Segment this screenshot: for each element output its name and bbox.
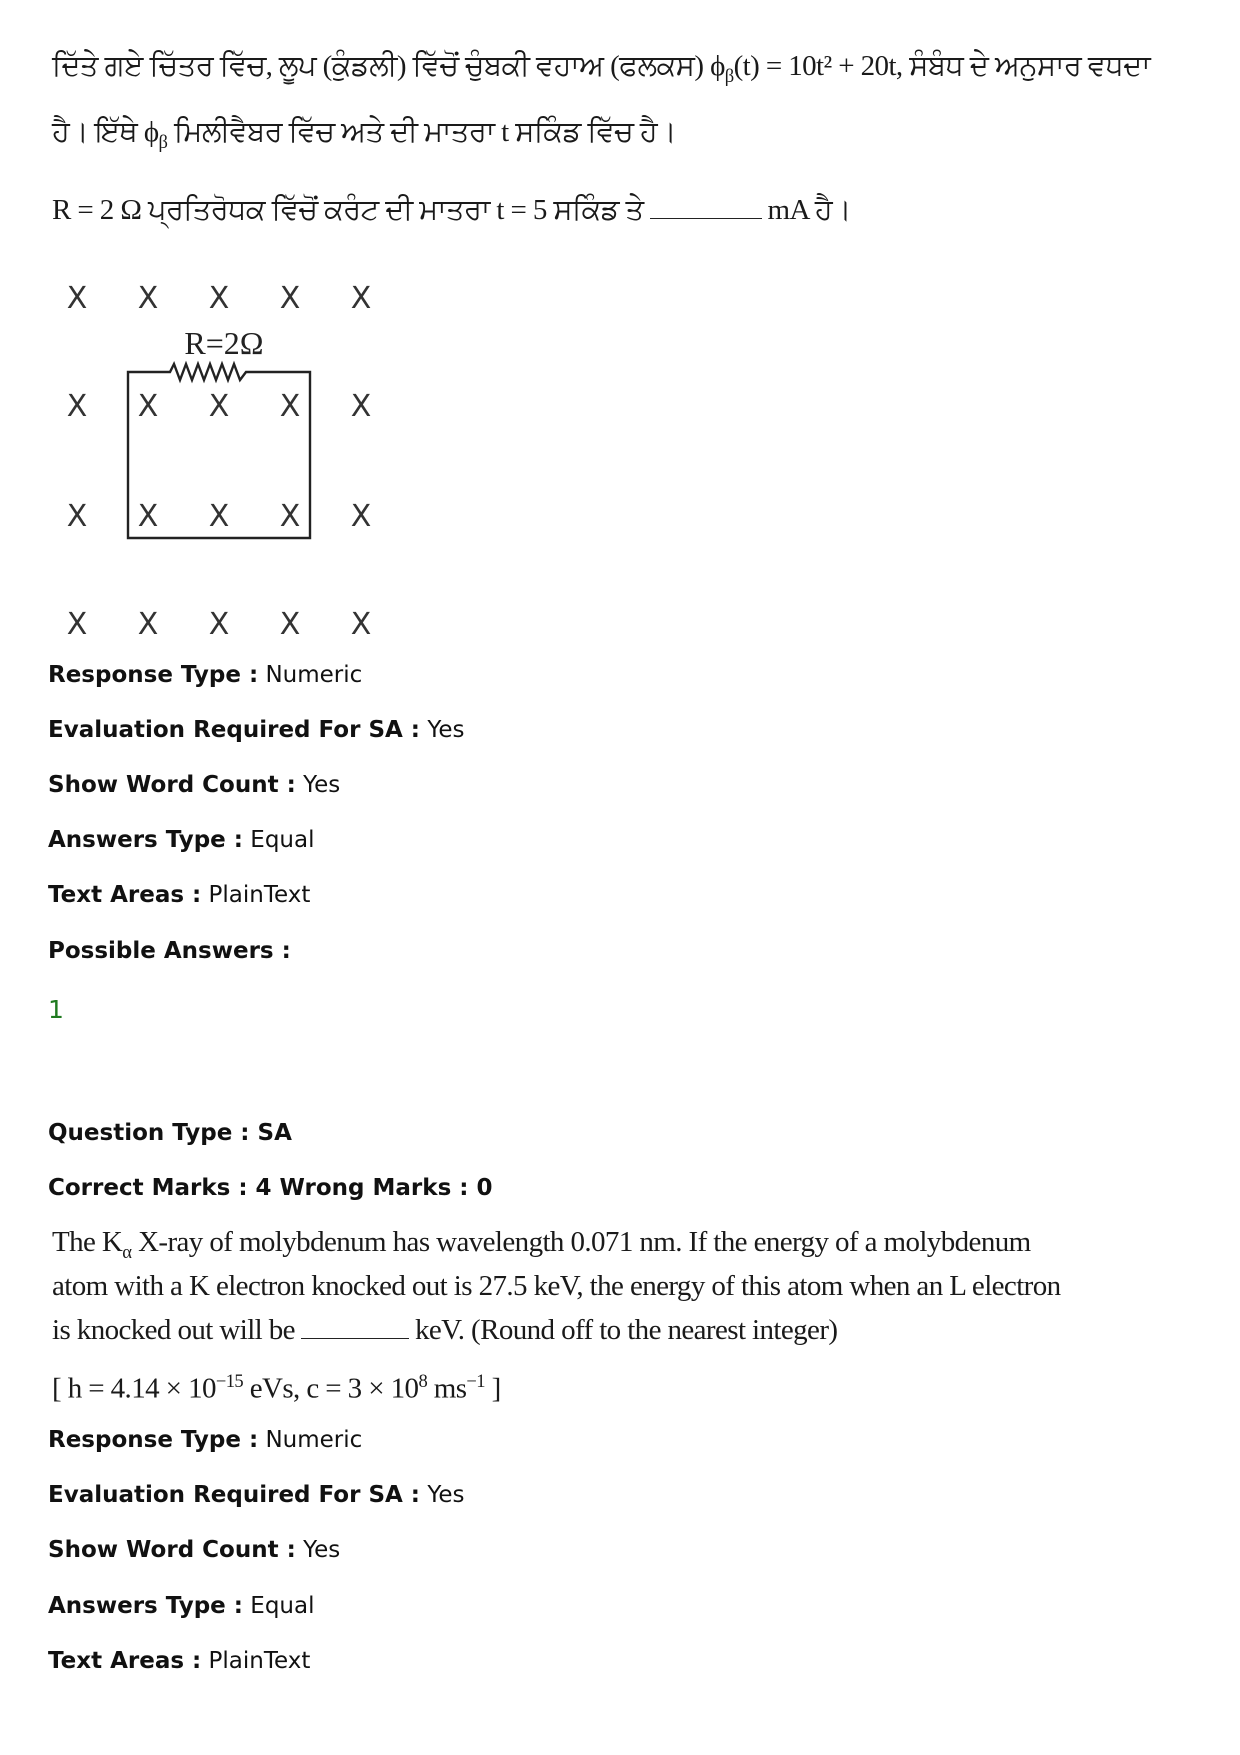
field-label: Answers Type : (48, 827, 243, 853)
k-alpha-subscript: α (122, 1241, 132, 1263)
field-value: Numeric (265, 1427, 363, 1453)
constants-part: ] (484, 1372, 501, 1405)
text-areas-field (48, 1646, 310, 1676)
field-x-mark: X (137, 607, 159, 642)
field-x-mark: X (66, 389, 88, 424)
field-x-mark: X (350, 499, 372, 534)
question1-line2 (52, 112, 676, 163)
question1-line3-start: R = 2 Ω ਪ੍ਰਤਿਰੋਧਕ ਵਿੱਚੋਂ ਕਰੰਟ ਦੀ ਮਾਤਰਾ t = 5 ਸਕਿੰਡ ਤੇ (52, 194, 644, 226)
flux-subscript: β (724, 65, 734, 87)
flux-equation: (t) = 10t² + 20t, (733, 50, 903, 82)
response-type-field (48, 1425, 362, 1455)
text-areas-field (48, 880, 310, 910)
flux-symbol: ϕ (143, 116, 159, 148)
question1-text (0, 0, 1240, 240)
question2-text (0, 1220, 1240, 1420)
question1-line1-tail: ਸੰਬੰਧ ਦੇ ਅਨੁਸਾਰ ਵਧਦਾ (909, 50, 1151, 82)
field-x-mark: X (350, 281, 372, 316)
field-x-mark: X (137, 499, 159, 534)
field-label: Response Type : (48, 662, 259, 688)
question1-line1 (52, 46, 1150, 97)
field-value: Yes (303, 772, 341, 798)
answer-blank (301, 1316, 409, 1339)
answers-type-field (48, 825, 315, 855)
field-x-mark: X (350, 389, 372, 424)
question1-line3 (52, 190, 851, 230)
constants-part: [ h = 4.14 × 10 (52, 1372, 216, 1405)
field-x-mark: X (208, 281, 230, 316)
circuit-diagram (40, 268, 400, 648)
field-label: Evaluation Required For SA : (48, 717, 421, 743)
possible-answer-value: 1 (48, 995, 64, 1024)
field-x-mark: X (137, 281, 159, 316)
field-x-mark: X (208, 607, 230, 642)
field-value: PlainText (208, 882, 311, 908)
field-label: Text Areas : (48, 1648, 202, 1674)
question1-line3-tail: mA ਹੈ। (767, 194, 852, 226)
flux-symbol: ϕ (710, 50, 725, 82)
field-label: Response Type : (48, 1427, 259, 1453)
question2-line2-text: atom with a K electron knocked out is 27.5 keV, the energy of this atom when an L electron (52, 1270, 1061, 1302)
field-x-mark: X (279, 281, 301, 316)
evaluation-required-field (48, 1480, 464, 1510)
marks-field (48, 1173, 492, 1203)
field-label: Possible Answers : (48, 938, 291, 964)
answers-type-field (48, 1591, 315, 1621)
field-label: Answers Type : (48, 1593, 243, 1619)
constants-part: ms (427, 1372, 467, 1405)
question2-line1-tail: X-ray of molybdenum has wavelength 0.071 nm. If the energy of a molybdenum (138, 1226, 1031, 1258)
field-x-mark: X (66, 499, 88, 534)
question2-line1-start: The K (52, 1226, 123, 1258)
evaluation-required-field (48, 715, 464, 745)
field-value: PlainText (208, 1648, 311, 1674)
question2-line3-tail: keV. (Round off to the nearest integer) (414, 1314, 838, 1346)
question-type-field (48, 1118, 292, 1148)
resistor-label: R=2Ω (184, 325, 264, 361)
question1-line1-text: ਦਿੱਤੇ ਗਏ ਚਿੱਤਰ ਵਿੱਚ, ਲੂਪ (ਕੁੰਡਲੀ) ਵਿੱਚੋਂ ਚੁੰਬਕੀ ਵਹਾਅ (ਫਲਕਸ) (52, 50, 704, 82)
field-label: Show Word Count : (48, 1537, 296, 1563)
constants-exponent: −15 (215, 1371, 244, 1392)
field-x-mark: X (66, 607, 88, 642)
field-label: Text Areas : (48, 882, 202, 908)
question2-constants (52, 1362, 501, 1409)
field-value: Yes (427, 717, 465, 743)
field-value: Numeric (265, 662, 363, 688)
field-x-mark: X (137, 389, 159, 424)
constants-exponent: 8 (418, 1371, 428, 1392)
field-x-mark: X (279, 499, 301, 534)
show-word-count-field (48, 1535, 340, 1565)
field-label: Show Word Count : (48, 772, 296, 798)
question2-line2 (52, 1266, 1061, 1306)
field-x-mark: X (279, 389, 301, 424)
field-value: Yes (303, 1537, 341, 1563)
field-value: Yes (427, 1482, 465, 1508)
question2-line3-start: is knocked out will be (52, 1314, 295, 1346)
field-x-mark: X (350, 607, 372, 642)
response-type-field (48, 660, 362, 690)
constants-part: eVs, c = 3 × 10 (243, 1372, 419, 1405)
circuit-figure (40, 268, 400, 648)
field-x-mark: X (66, 281, 88, 316)
question1-line2-start: ਹੈ। ਇੱਥੇ (52, 116, 138, 148)
field-value: Equal (250, 827, 315, 853)
field-label: Evaluation Required For SA : (48, 1482, 421, 1508)
question2-line3 (52, 1310, 837, 1350)
field-x-mark: X (279, 607, 301, 642)
field-value: Equal (250, 1593, 315, 1619)
possible-answers-label (48, 936, 291, 966)
flux-subscript: β (158, 131, 168, 153)
field-x-mark: X (208, 499, 230, 534)
field-label: Question Type : SA (48, 1120, 292, 1146)
answer-blank (650, 196, 762, 219)
question1-line2-tail: ਮਿਲੀਵੈਬਰ ਵਿੱਚ ਅਤੇ ਦੀ ਮਾਤਰਾ t ਸਕਿੰਡ ਵਿੱਚ ਹੈ। (174, 116, 677, 148)
show-word-count-field (48, 770, 340, 800)
field-x-mark: X (208, 389, 230, 424)
field-label: Correct Marks : 4 Wrong Marks : 0 (48, 1175, 493, 1201)
constants-exponent: −1 (466, 1371, 485, 1392)
